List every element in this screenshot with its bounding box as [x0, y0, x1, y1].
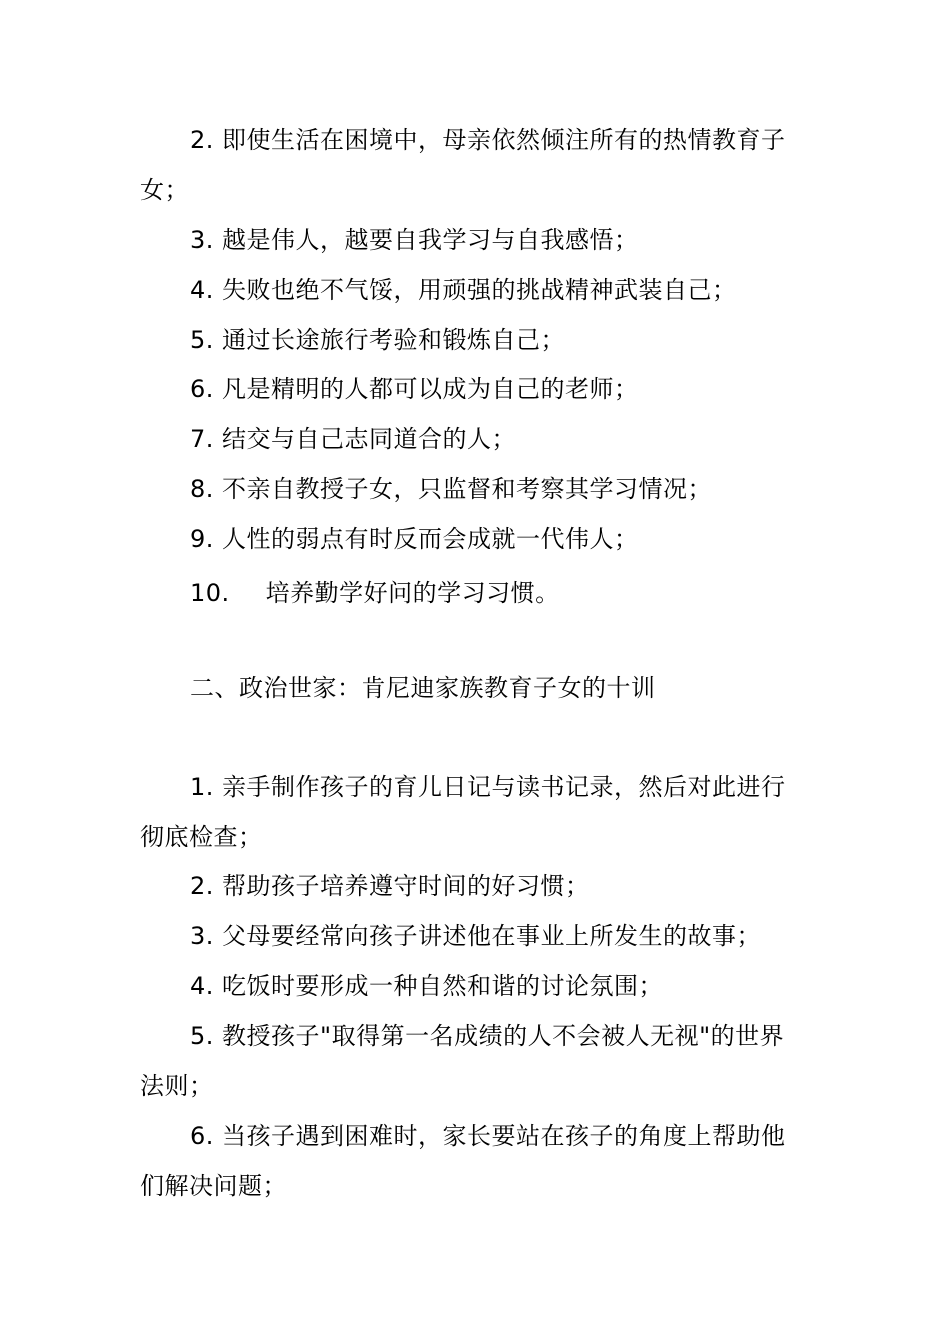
- list-item-9: 9. 人性的弱点有时反而会成就一代伟人；: [190, 525, 639, 553]
- list-item-10: [190, 578, 560, 608]
- list-item-2-line-2: 女；: [140, 176, 189, 204]
- kennedy-item-5-line-1: 5. 教授孩子"取得第一名成绩的人不会被人无视"的世界: [190, 1022, 785, 1050]
- list-item-10-text: 培养勤学好问的学习习惯。: [265, 579, 560, 607]
- kennedy-item-5-line-2: 法则；: [140, 1072, 214, 1100]
- kennedy-item-4: 4. 吃饭时要形成一种自然和谐的讨论氛围；: [190, 972, 664, 1000]
- list-item-7: 7. 结交与自己志同道合的人；: [190, 425, 517, 453]
- kennedy-item-2: 2. 帮助孩子培养遵守时间的好习惯；: [190, 872, 590, 900]
- kennedy-item-6-line-2: 们解决问题；: [140, 1172, 287, 1200]
- list-item-5: 5. 通过长途旅行考验和锻炼自己；: [190, 326, 566, 354]
- kennedy-item-6-line-1: 6. 当孩子遇到困难时，家长要站在孩子的角度上帮助他: [190, 1122, 786, 1150]
- list-item-8: 8. 不亲自教授子女，只监督和考察其学习情况；: [190, 475, 713, 503]
- kennedy-item-3: 3. 父母要经常向孩子讲述他在事业上所发生的故事；: [190, 922, 762, 950]
- list-item-10-number: 10.: [190, 579, 230, 607]
- section-heading: 二、政治世家：肯尼迪家族教育子女的十训: [190, 674, 656, 702]
- list-item-4: 4. 失败也绝不气馁，用顽强的挑战精神武装自己；: [190, 276, 737, 304]
- kennedy-item-1-line-2: 彻底检查；: [140, 823, 263, 851]
- list-item-3: 3. 越是伟人，越要自我学习与自我感悟；: [190, 226, 639, 254]
- list-item-2-line-1: 2. 即使生活在困境中，母亲依然倾注所有的热情教育子: [190, 126, 786, 154]
- kennedy-item-1-line-1: 1. 亲手制作孩子的育儿日记与读书记录，然后对此进行: [190, 773, 786, 801]
- list-item-6: 6. 凡是精明的人都可以成为自己的老师；: [190, 375, 639, 403]
